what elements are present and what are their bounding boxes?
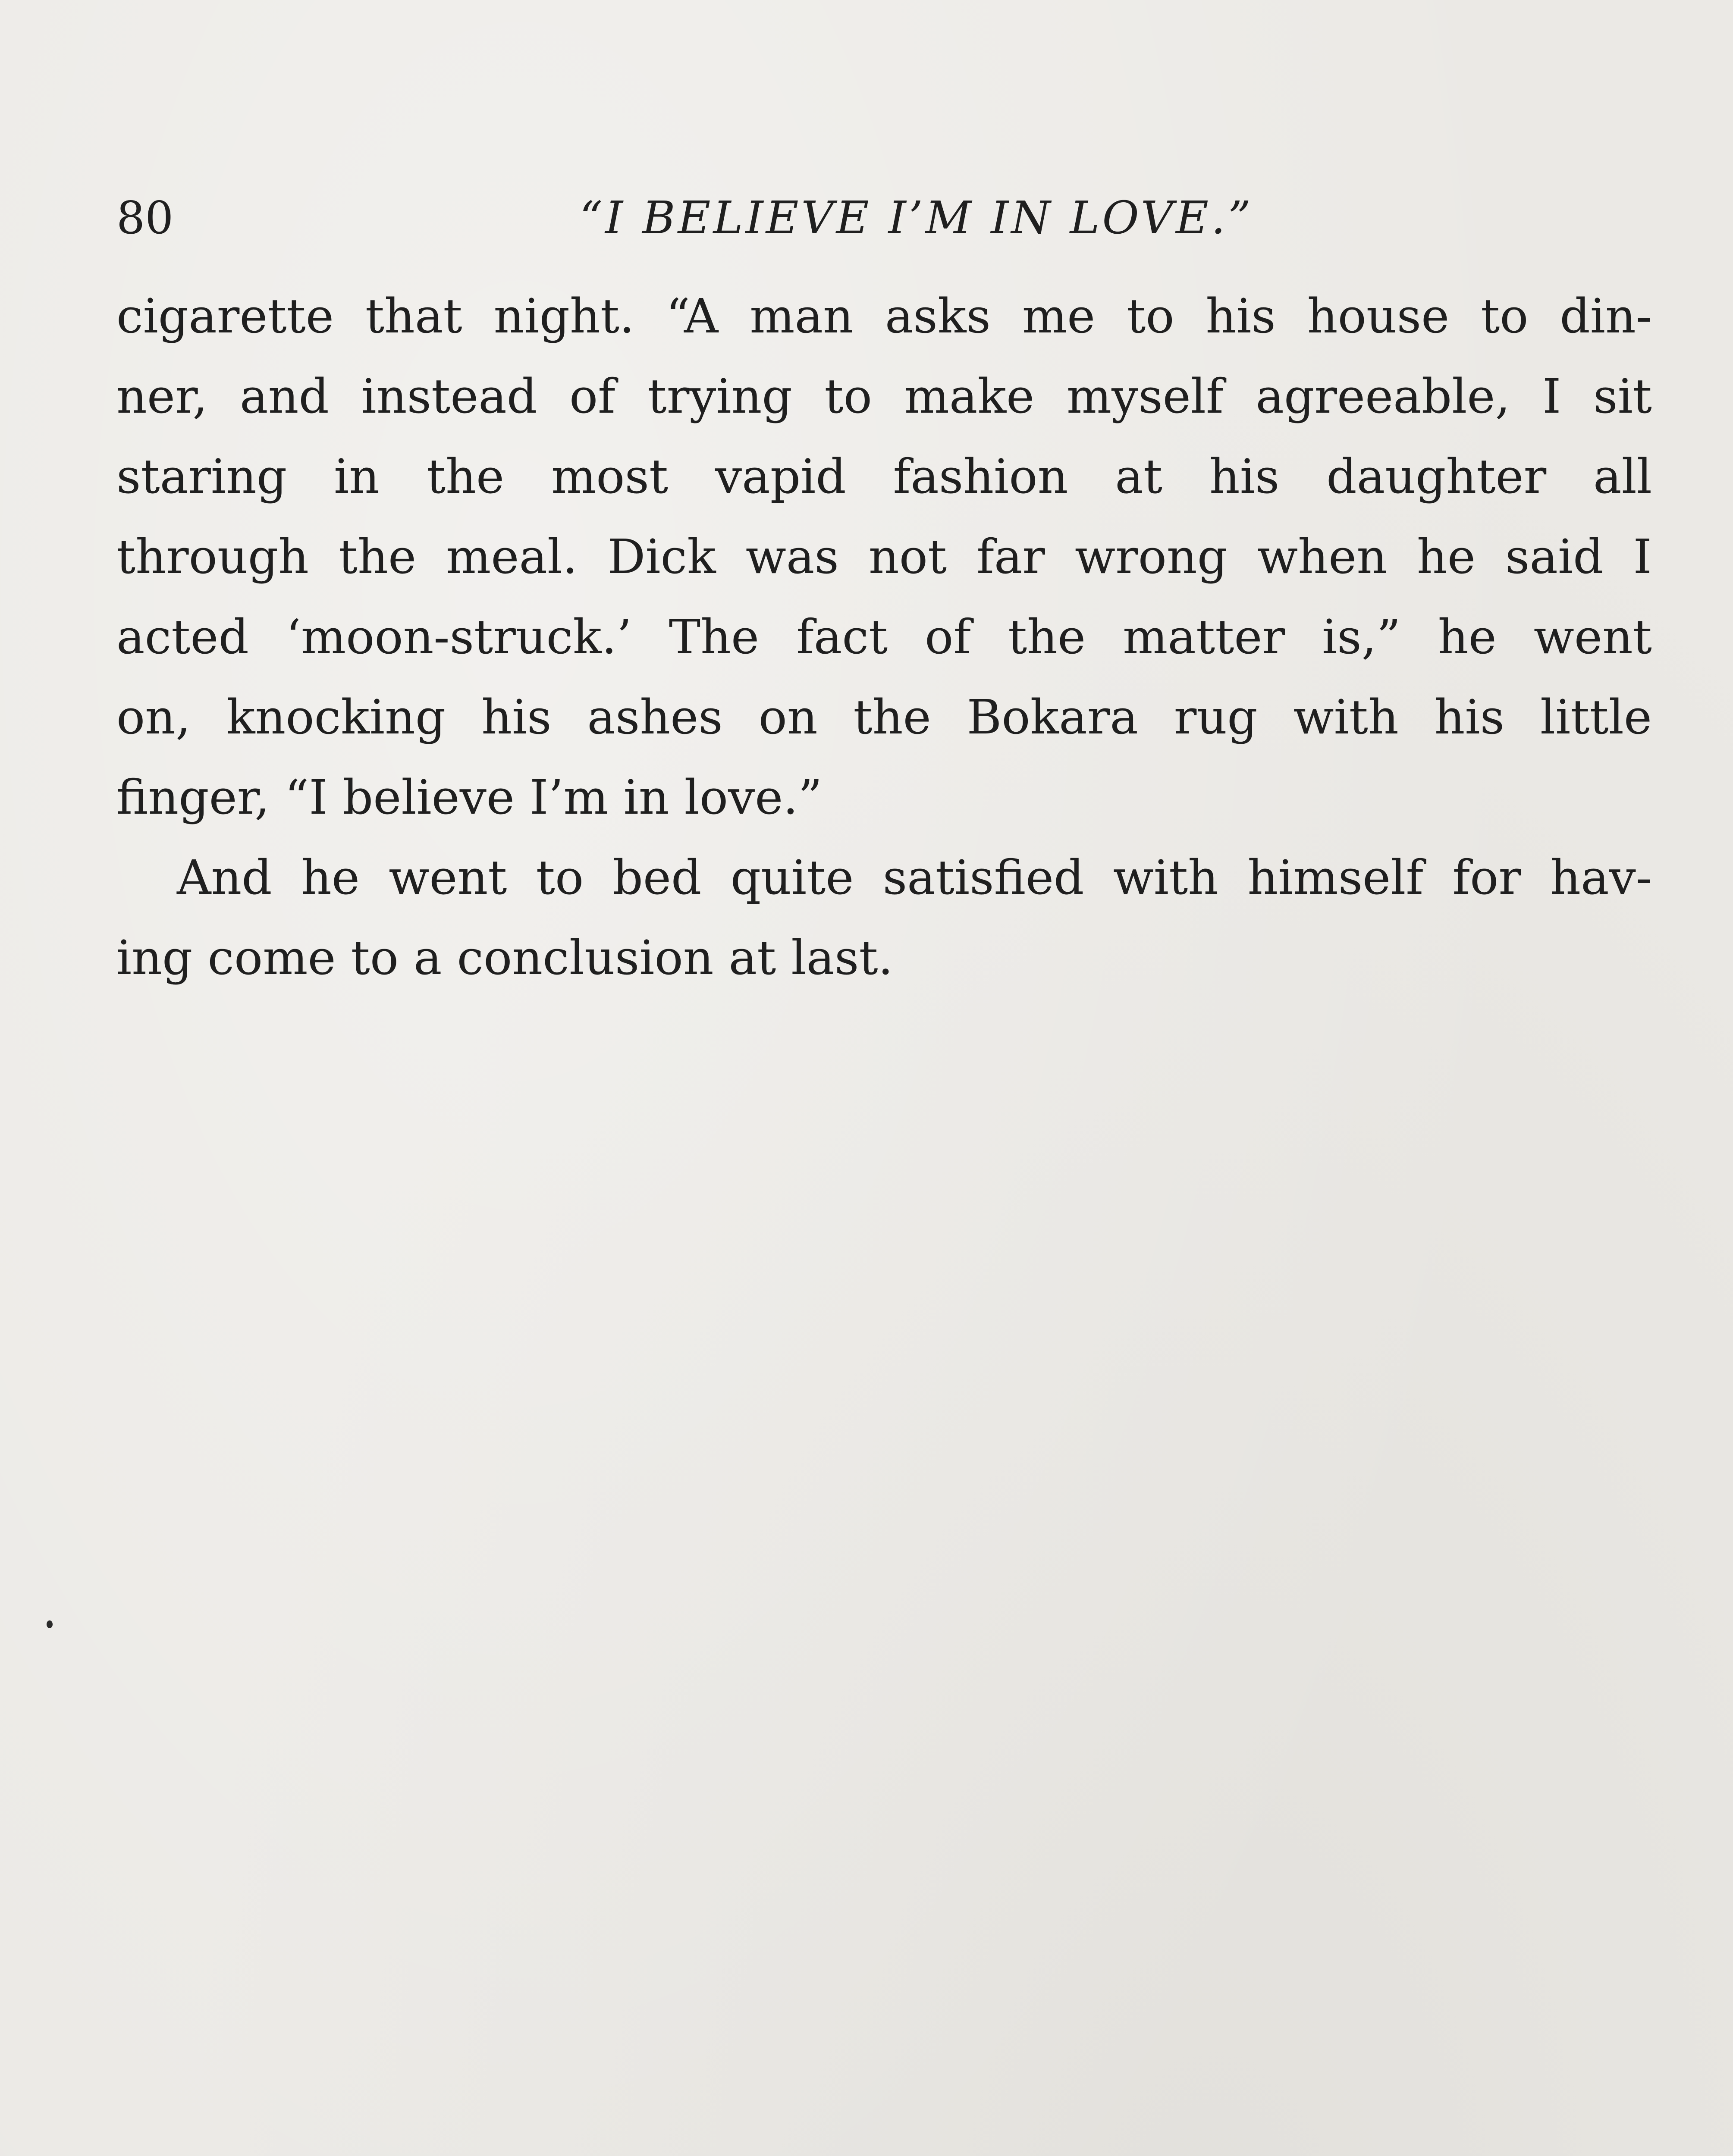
- paragraph: [116, 837, 1652, 998]
- text-line: ing come to a conclusion at last.: [116, 930, 893, 985]
- running-head: [116, 188, 1652, 248]
- text-line: ner, and instead of trying to make myself agreeable, I sit: [116, 369, 1652, 424]
- running-title: “I BELIEVE I’M IN LOVE.”: [579, 191, 1254, 244]
- text-line: acted ‘moon-struck.’ The fact of the matter is,” he went: [116, 609, 1652, 664]
- paper-speck: [47, 1620, 53, 1628]
- paragraph: [116, 276, 1652, 837]
- body-text: [116, 276, 1652, 998]
- text-line: finger, “I believe I’m in love.”: [116, 770, 823, 825]
- text-line: on, knocking his ashes on the Bokara rug with his little: [116, 689, 1652, 745]
- text-line: cigarette that night. “A man asks me to his house to din-: [116, 288, 1652, 344]
- page-number: 80: [116, 191, 174, 244]
- text-line: through the meal. Dick was not far wrong when he said I: [116, 529, 1652, 584]
- text-line: staring in the most vapid fashion at his daughter all: [116, 449, 1652, 504]
- text-line: And he went to bed quite satisfied with himself for hav-: [177, 850, 1652, 905]
